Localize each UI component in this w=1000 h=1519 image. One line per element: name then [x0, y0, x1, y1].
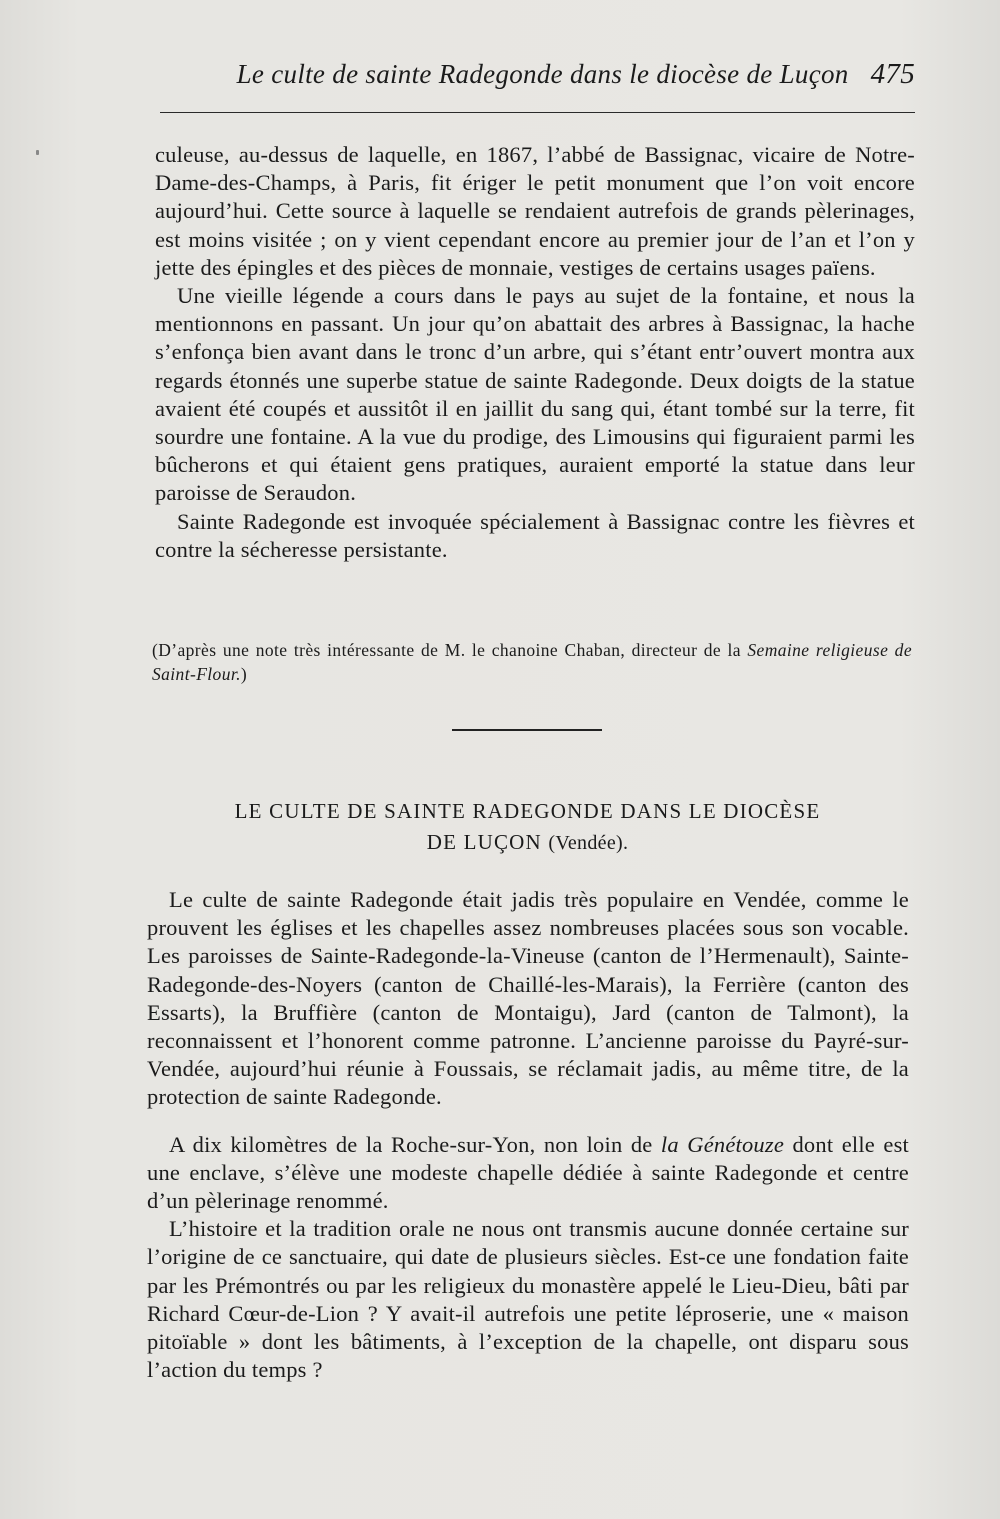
paragraph: Sainte Radegonde est invoquée spécialement à Bassignac contre les fièvres et contre la sécheresse persistante. — [155, 508, 915, 562]
section-separator — [452, 729, 602, 731]
section-2-body — [147, 886, 909, 1384]
paragraph: culeuse, au-dessus de laquelle, en 1867, l’abbé de Bassignac, vicaire de Notre-Dame-des-Champs, à Paris, fit ériger le petit monument que l’on voit encore aujourd’hui. Cette source à laquelle se rendaient autrefois de grands pèlerinages, est moins visitée ; on y vient cependant encore au premier jour de l’an et l’on y jette des épingles et des pièces de monnaie, vestiges de certains usages païens. — [155, 142, 915, 280]
running-header — [160, 58, 915, 98]
note-publication: Semaine religieuse de Saint-Flour. — [152, 640, 912, 684]
note-close: ) — [240, 664, 248, 684]
ink-speck — [36, 150, 39, 155]
title-subtitle: (Vendée). — [548, 832, 629, 854]
title-line-2 — [155, 827, 900, 859]
header-rule — [160, 112, 915, 113]
section-title — [155, 796, 900, 859]
place-name: la Génétouze — [660, 1131, 785, 1157]
text-run: A dix kilomètres de la Roche-sur-Yon, non loin de — [169, 1131, 653, 1157]
source-note — [152, 638, 912, 686]
page-number: 475 — [870, 58, 915, 90]
note-text: (D’après une note très intéressante de M. le chanoine Chaban, directeur de la — [152, 640, 741, 660]
title-main: DE LUÇON — [426, 830, 542, 854]
paragraph — [147, 1131, 909, 1216]
paragraph: Le culte de sainte Radegonde était jadis très populaire en Vendée, comme le prouvent les églises et les chapelles assez nombreuses placées sous son vocable. Les paroisses de Sainte-Radegonde-la-Vineuse (canton de l’Hermenault), Sainte-Radegonde-des-Noyers (canton de Chaillé-les-Marais), la Ferrière (canton des Essarts), la Bruffière (canton de Montaigu), Jard (canton de Talmont), la reconnaissent et l’honorent comme patronne. L’ancienne paroisse du Payré-sur-Vendée, aujourd’hui réunie à Foussais, se réclamait jadis, au même titre, de la protection de sainte Radegonde. — [147, 887, 909, 1110]
paragraph: Une vieille légende a cours dans le pays au sujet de la fontaine, et nous la mentionnons en passant. Un jour qu’on abattait des arbres à Bassignac, la hache s’enfonça bien avant dans le tronc d’un arbre, qui s’étant entr’ouvert montra aux regards étonnés une superbe statue de sainte Radegonde. Deux doigts de la statue avaient été coupés et aussitôt il en jaillit du sang qui, étant tombé sur la terre, fit sourdre une fontaine. A la vue du prodige, des Limousins qui figuraient parmi les bûcherons et qui étaient gens pratiques, auraient emporté la statue dans leur paroisse de Seraudon. — [155, 283, 915, 506]
title-line-1: LE CULTE DE SAINTE RADEGONDE DANS LE DIOCÈSE — [234, 799, 821, 823]
paragraph: L’histoire et la tradition orale ne nous ont transmis aucune donnée certaine sur l’origine de ce sanctuaire, qui date de plusieurs siècles. Est-ce une fondation faite par les Prémontrés ou par les religieux du monastère appelé le Lieu-Dieu, bâti par Richard Cœur-de-Lion ? Y avait-il autrefois une petite léproserie, une « maison pitoïable » dont les bâtiments, à l’exception de la chapelle, ont disparu sous l’action du temps ? — [147, 1216, 909, 1383]
text-run: dont elle est une enclave, s’élève une modeste chapelle dédiée à sainte Radegonde et centre d’un pèlerinage renommé. — [147, 1131, 910, 1214]
section-1-body — [155, 141, 915, 564]
running-title: Le culte de sainte Radegonde dans le diocèse de Luçon — [236, 59, 849, 89]
